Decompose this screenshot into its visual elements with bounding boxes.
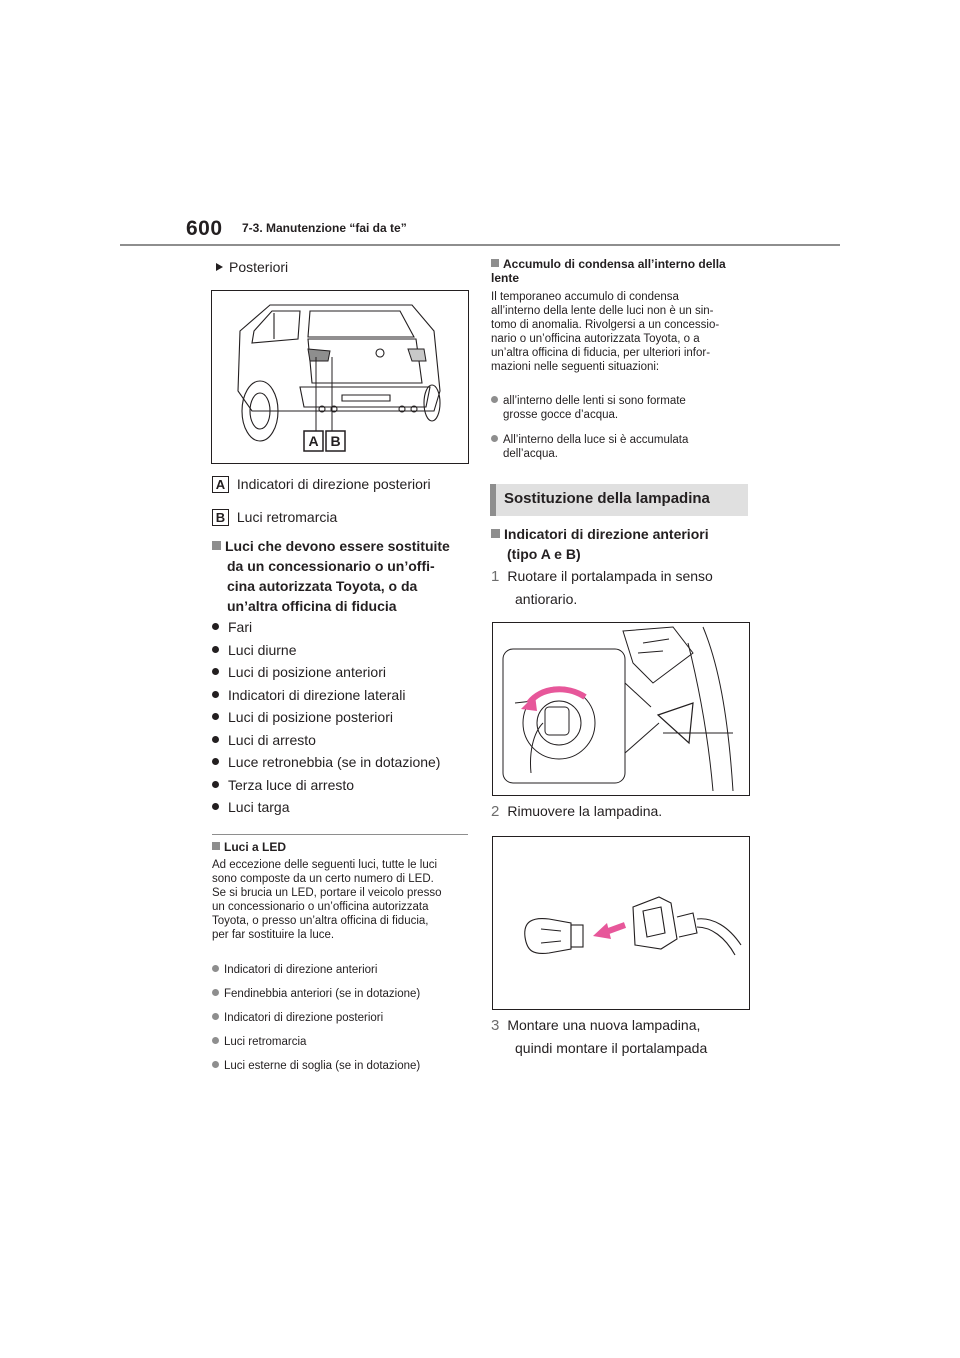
section-banner [490,484,748,516]
square-bullet-icon [491,529,500,538]
divider [212,834,468,835]
bullet-icon [212,668,219,675]
step-number: 3 [491,1017,500,1034]
figure-rear-car [211,290,469,464]
banner-title: Sostituzione della lampadina [504,490,710,507]
figure-bulb-removal [492,836,750,1010]
bullet-icon [491,396,498,403]
step-number: 1 [491,568,500,585]
list-item: Luci di posizione posteriori [212,707,440,730]
list-item: Fari [212,617,440,640]
section-title: 7-3. Manutenzione “fai da te” [242,221,407,235]
posteriori-heading: Posteriori [216,257,288,277]
condensa-item-1: all’interno delle lenti si sono formate grosse gocce d’acqua. [491,394,753,422]
led-paragraph: Ad eccezione delle seguenti luci, tutte le luci sono composte da un certo numero di LED. Se si brucia un LED, portare il veicolo presso un concessionario o un’officina autorizzata Toyota, o presso un’altra officina di fiducia, per far sostituire la luce. [212,859,442,941]
list-item: Indicatori di direzione laterali [212,685,440,708]
bullet-icon [212,713,219,720]
legend-item-b: B Luci retromarcia [212,507,337,527]
rear-car-illustration [212,291,468,463]
sub-heading: Indicatori di direzione anteriori (tipo A e B) [491,524,753,564]
bullet-icon [212,965,219,972]
square-bullet-icon [491,259,499,267]
bullet-icon [212,1037,219,1044]
dealer-heading: Luci che devono essere sostituite da un concessionario o un’offi- cina autorizzata Toyota, o da un’altra officina di fiducia [212,536,482,616]
square-bullet-icon [212,842,220,850]
header-rule [120,244,840,246]
list-item: Luci di posizione anteriori [212,662,440,685]
bulb-removal-illustration [493,837,749,1009]
socket-rotate-illustration [493,623,749,795]
step-3: 3 Montare una nuova lampadina, quindi montare il portalampada [491,1017,708,1056]
bullet-icon [212,803,219,810]
bullet-icon [212,736,219,743]
list-item: Luci esterne di soglia (se in dotazione) [212,1059,420,1083]
legend-key-a: A [212,476,229,493]
list-item: Luci di arresto [212,730,440,753]
list-item: Luci retromarcia [212,1035,420,1059]
legend-item-a: A Indicatori di direzione posteriori [212,474,431,494]
bullet-icon [212,1061,219,1068]
figure-bulb-socket [492,622,750,796]
condensa-item-2: All’interno della luce si è accumulata dell’acqua. [491,433,753,461]
step-number: 2 [491,803,500,820]
condensa-paragraph: Il temporaneo accumulo di condensa all’interno della lente delle luci non è un sin- tomo di anomalia. Rivolgersi a un concessio- nario o un’officina autorizzata Toyota, o a un’altra officina di fiducia, per ulteriori infor- mazioni nelle seguenti situazioni: [491,291,720,373]
step-2: 2 Rimuovere la lampadina. [491,803,663,820]
bullet-icon [212,989,219,996]
condensa-heading: Accumulo di condensa all’interno della lente [491,257,726,285]
figure-label-a: A [308,433,319,449]
square-bullet-icon [212,541,221,550]
bullet-icon [212,758,219,765]
led-list [212,963,420,1083]
bullet-icon [212,691,219,698]
bullet-icon [212,1013,219,1020]
list-item: Fendinebbia anteriori (se in dotazione) [212,987,420,1011]
bullet-icon [212,781,219,788]
list-item: Indicatori di direzione anteriori [212,963,420,987]
bullet-icon [212,646,219,653]
bullet-icon [491,435,498,442]
step-1: 1 Ruotare il portalampada in senso antiorario. [491,568,713,607]
bullet-icon [212,623,219,630]
triangle-bullet-icon [216,263,223,271]
list-item: Luci targa [212,797,440,820]
list-item: Terza luce di arresto [212,775,440,798]
dealer-list [212,617,440,820]
figure-label-b: B [330,433,341,449]
page-number: 600 [186,217,223,240]
list-item: Luci diurne [212,640,440,663]
list-item: Indicatori di direzione posteriori [212,1011,420,1035]
led-heading: Luci a LED [212,840,286,854]
legend-key-b: B [212,509,229,526]
list-item: Luce retronebbia (se in dotazione) [212,752,440,775]
